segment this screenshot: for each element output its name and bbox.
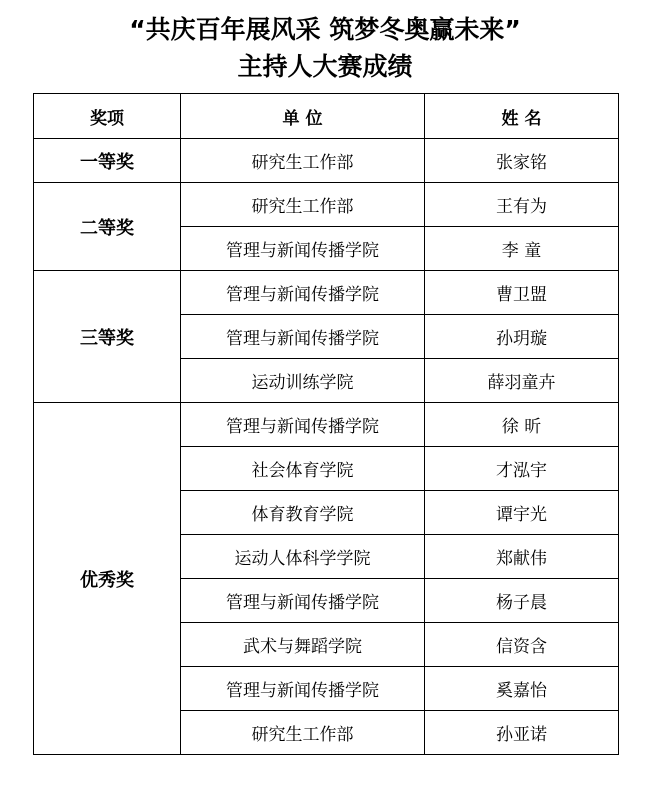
name-cell: 曹卫盟: [425, 271, 619, 315]
name-cell: 郑献伟: [425, 535, 619, 579]
name-cell: 李 童: [425, 227, 619, 271]
name-cell: 杨子晨: [425, 579, 619, 623]
table-row: [34, 403, 619, 447]
header-name: 姓 名: [425, 94, 619, 139]
name-cell: 徐 昕: [425, 403, 619, 447]
unit-cell: 研究生工作部: [181, 139, 425, 183]
table-row: [34, 271, 619, 315]
name-cell: 薛羽童卉: [425, 359, 619, 403]
unit-cell: 运动人体科学学院: [181, 535, 425, 579]
table-row: [34, 183, 619, 227]
unit-cell: 管理与新闻传播学院: [181, 403, 425, 447]
table-header-row: [34, 94, 619, 139]
unit-cell: 研究生工作部: [181, 711, 425, 755]
unit-cell: 管理与新闻传播学院: [181, 271, 425, 315]
document-subtitle: 主持人大赛成绩: [237, 52, 413, 81]
header-award: 奖项: [34, 94, 181, 139]
unit-cell: 管理与新闻传播学院: [181, 315, 425, 359]
unit-cell: 运动训练学院: [181, 359, 425, 403]
name-cell: 信资含: [425, 623, 619, 667]
name-cell: 孙玥璇: [425, 315, 619, 359]
unit-cell: 社会体育学院: [181, 447, 425, 491]
results-table: [33, 93, 619, 755]
name-cell: 奚嘉怡: [425, 667, 619, 711]
award-cell: 三等奖: [34, 271, 181, 403]
award-cell: 一等奖: [34, 139, 181, 183]
unit-cell: 管理与新闻传播学院: [181, 667, 425, 711]
name-cell: 王有为: [425, 183, 619, 227]
name-cell: 孙亚诺: [425, 711, 619, 755]
unit-cell: 管理与新闻传播学院: [181, 579, 425, 623]
name-cell: 才泓宇: [425, 447, 619, 491]
name-cell: 谭宇光: [425, 491, 619, 535]
award-cell: 优秀奖: [34, 403, 181, 755]
header-unit: 单 位: [181, 94, 425, 139]
table-row: [34, 139, 619, 183]
document-title: “共庆百年展风采 筑梦冬奥赢未来”: [129, 15, 521, 44]
award-cell: 二等奖: [34, 183, 181, 271]
unit-cell: 武术与舞蹈学院: [181, 623, 425, 667]
unit-cell: 管理与新闻传播学院: [181, 227, 425, 271]
unit-cell: 研究生工作部: [181, 183, 425, 227]
name-cell: 张家铭: [425, 139, 619, 183]
unit-cell: 体育教育学院: [181, 491, 425, 535]
